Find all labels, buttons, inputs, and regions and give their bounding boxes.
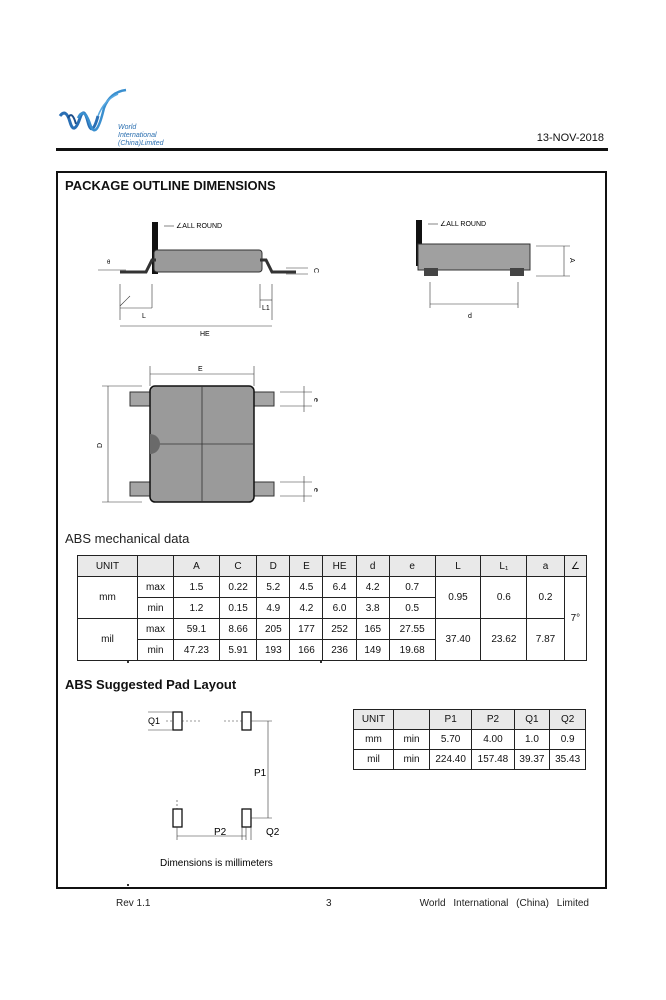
header-cell bbox=[138, 556, 174, 577]
header-cell: P2 bbox=[472, 710, 514, 730]
value-cell: 0.22 bbox=[219, 577, 256, 598]
value-cell: 23.62 bbox=[481, 619, 527, 661]
header-cell: L bbox=[435, 556, 481, 577]
svg-text:Q1: Q1 bbox=[148, 716, 161, 726]
svg-text:e: e bbox=[312, 488, 319, 492]
value-cell: 0.9 bbox=[550, 730, 586, 750]
value-cell: 1.2 bbox=[174, 598, 220, 619]
value-cell: 39.37 bbox=[514, 750, 550, 770]
value-cell: 5.70 bbox=[430, 730, 472, 750]
table-row bbox=[78, 577, 587, 598]
svg-text:Q2: Q2 bbox=[266, 827, 280, 838]
unit-cell: mil bbox=[354, 750, 394, 770]
value-cell: 236 bbox=[323, 640, 356, 661]
value-cell: 7.87 bbox=[527, 619, 564, 661]
value-cell: 1.5 bbox=[174, 577, 220, 598]
header-cell: UNIT bbox=[78, 556, 138, 577]
bound-cell: min bbox=[394, 750, 430, 770]
svg-text:L1: L1 bbox=[262, 305, 270, 312]
value-cell: 3.8 bbox=[356, 598, 389, 619]
front-view-diagram bbox=[400, 212, 600, 327]
table-row bbox=[78, 619, 587, 640]
header-cell: HE bbox=[323, 556, 356, 577]
value-cell: 4.2 bbox=[356, 577, 389, 598]
value-cell: 8.66 bbox=[219, 619, 256, 640]
value-cell: 165 bbox=[356, 619, 389, 640]
value-cell: 4.2 bbox=[290, 598, 323, 619]
bound-cell: min bbox=[138, 640, 174, 661]
top-view-diagram bbox=[92, 360, 332, 520]
svg-text:L: L bbox=[142, 313, 146, 320]
svg-text:∠ALL ROUND: ∠ALL ROUND bbox=[176, 223, 223, 230]
company-name: World International (China) Limited bbox=[419, 898, 589, 909]
value-cell: 6.4 bbox=[323, 577, 356, 598]
svg-text:A: A bbox=[568, 258, 575, 263]
header-cell: Q2 bbox=[550, 710, 586, 730]
svg-text:E: E bbox=[198, 366, 203, 373]
svg-text:∠ALL ROUND: ∠ALL ROUND bbox=[440, 221, 487, 228]
value-cell: 205 bbox=[257, 619, 290, 640]
header-cell: ∠ bbox=[564, 556, 586, 577]
svg-text:e: e bbox=[312, 398, 319, 402]
header-cell: C bbox=[219, 556, 256, 577]
value-cell: 0.7 bbox=[389, 577, 435, 598]
value-cell: 35.43 bbox=[550, 750, 586, 770]
header-cell: A bbox=[174, 556, 220, 577]
bound-cell: max bbox=[138, 577, 174, 598]
value-cell: 5.2 bbox=[257, 577, 290, 598]
side-view-diagram bbox=[90, 208, 330, 343]
value-cell: 59.1 bbox=[174, 619, 220, 640]
revision-label: Rev 1.1 bbox=[116, 898, 151, 909]
value-cell: 4.00 bbox=[472, 730, 514, 750]
document-date: 13-NOV-2018 bbox=[536, 132, 604, 144]
value-cell: 0.6 bbox=[481, 577, 527, 619]
pad-layout-title: ABS Suggested Pad Layout bbox=[65, 677, 237, 692]
bound-cell: min bbox=[138, 598, 174, 619]
svg-text:D: D bbox=[97, 442, 104, 448]
header-cell: a bbox=[527, 556, 564, 577]
svg-text:θ: θ bbox=[107, 260, 111, 266]
table-row bbox=[354, 730, 586, 750]
value-cell: 4.9 bbox=[257, 598, 290, 619]
value-cell: 149 bbox=[356, 640, 389, 661]
header-cell: d bbox=[356, 556, 389, 577]
angle-cell: 7° bbox=[564, 577, 586, 661]
value-cell: 37.40 bbox=[435, 619, 481, 661]
value-cell: 252 bbox=[323, 619, 356, 640]
svg-text:HE: HE bbox=[200, 331, 210, 338]
svg-text:P1: P1 bbox=[254, 768, 267, 779]
value-cell: 4.5 bbox=[290, 577, 323, 598]
svg-text:C: C bbox=[312, 268, 319, 274]
header-cell bbox=[394, 710, 430, 730]
header-cell: P1 bbox=[430, 710, 472, 730]
unit-cell: mm bbox=[354, 730, 394, 750]
stray-mark bbox=[127, 661, 129, 663]
table-header-row bbox=[78, 556, 587, 577]
stray-mark bbox=[320, 661, 322, 663]
table-row bbox=[354, 750, 586, 770]
header-cell: Q1 bbox=[514, 710, 550, 730]
unit-cell: mm bbox=[78, 577, 138, 619]
bound-cell: min bbox=[394, 730, 430, 750]
value-cell: 5.91 bbox=[219, 640, 256, 661]
value-cell: 0.5 bbox=[389, 598, 435, 619]
value-cell: 177 bbox=[290, 619, 323, 640]
pad-layout-table bbox=[353, 709, 586, 770]
pad-layout-diagram bbox=[140, 700, 310, 875]
value-cell: 0.15 bbox=[219, 598, 256, 619]
value-cell: 27.55 bbox=[389, 619, 435, 640]
value-cell: 0.2 bbox=[527, 577, 564, 619]
value-cell: 1.0 bbox=[514, 730, 550, 750]
value-cell: 47.23 bbox=[174, 640, 220, 661]
header-cell: e bbox=[389, 556, 435, 577]
header-rule bbox=[56, 148, 608, 151]
value-cell: 19.68 bbox=[389, 640, 435, 661]
stray-mark bbox=[127, 884, 129, 886]
mech-data-title: ABS mechanical data bbox=[65, 531, 190, 546]
header-cell: UNIT bbox=[354, 710, 394, 730]
value-cell: 6.0 bbox=[323, 598, 356, 619]
value-cell: 157.48 bbox=[472, 750, 514, 770]
unit-cell: mil bbox=[78, 619, 138, 661]
value-cell: 0.95 bbox=[435, 577, 481, 619]
logo-text: World International (China)Limited bbox=[118, 124, 164, 147]
package-outline-title: PACKAGE OUTLINE DIMENSIONS bbox=[65, 178, 276, 193]
svg-text:Dimensions is millimeters: Dimensions is millimeters bbox=[160, 858, 273, 869]
table-header-row bbox=[354, 710, 586, 730]
header-cell: E bbox=[290, 556, 323, 577]
mech-data-table bbox=[77, 555, 587, 661]
value-cell: 166 bbox=[290, 640, 323, 661]
value-cell: 224.40 bbox=[430, 750, 472, 770]
value-cell: 193 bbox=[257, 640, 290, 661]
svg-text:P2: P2 bbox=[214, 827, 227, 838]
header-cell: D bbox=[257, 556, 290, 577]
header-cell: L₁ bbox=[481, 556, 527, 577]
svg-text:d: d bbox=[468, 313, 472, 320]
page-number: 3 bbox=[326, 898, 332, 909]
bound-cell: max bbox=[138, 619, 174, 640]
